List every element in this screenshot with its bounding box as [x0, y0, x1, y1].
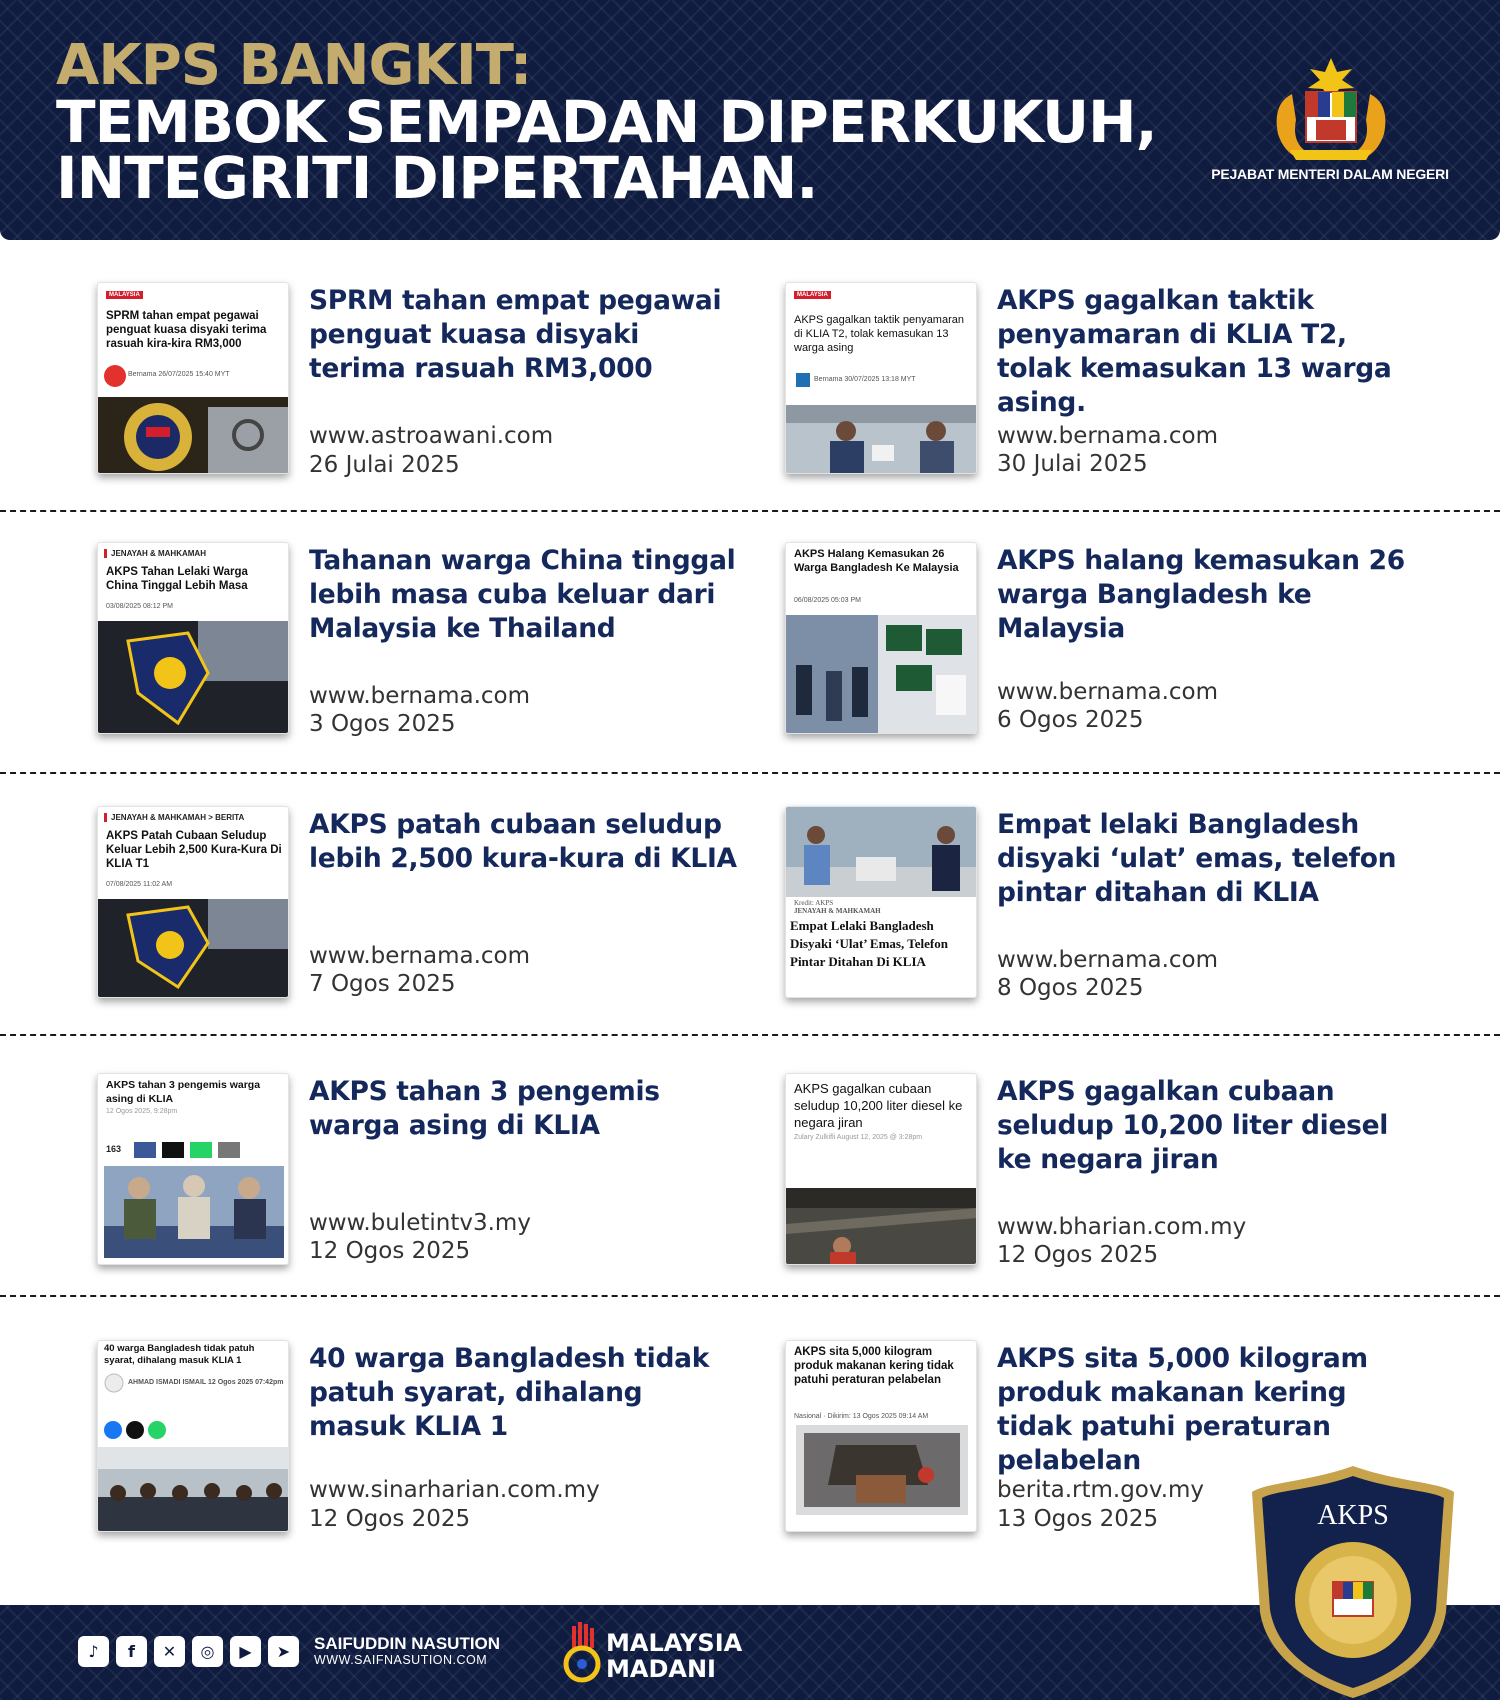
airport-arrest-photo [786, 807, 977, 897]
row-divider [0, 510, 1500, 512]
article-title[interactable]: 40 warga Bangladesh tidak patuh syarat, dihalang masuk KLIA 1 [309, 1343, 710, 1442]
thumbnail-meta: Nasional · Dikirim: 13 Ogos 2025 09:14 AM [794, 1413, 929, 1420]
youtube-icon[interactable]: ▶ [230, 1636, 261, 1667]
article-title[interactable]: Tahanan warga China tinggal lebih masa cuba keluar dari Malaysia ke Thailand [309, 545, 736, 644]
news-item[interactable] [785, 1073, 1465, 1283]
row-divider [0, 772, 1500, 774]
article-source[interactable]: www.sinarharian.com.my [309, 1477, 600, 1503]
thumbnail-headline: AKPS Tahan Lelaki Warga China Tinggal Lebih Masa [106, 566, 248, 592]
article-thumbnail[interactable] [785, 1073, 977, 1265]
thumbnail-headline: AKPS Halang Kemasukan 26 Warga Bangladesh Ke Malaysia [794, 548, 959, 574]
article-date: 12 Ogos 2025 [309, 1506, 471, 1532]
thumbnail-headline: AKPS sita 5,000 kilogram produk makanan kering tidak patuhi peraturan pelabelan [794, 1346, 954, 1386]
thumbnail-section-tag: JENAYAH & MAHKAMAH [104, 549, 206, 558]
malaysia-crest-icon [1262, 54, 1400, 166]
news-item[interactable] [97, 542, 777, 752]
facebook-icon[interactable] [134, 1142, 156, 1158]
article-date: 7 Ogos 2025 [309, 971, 456, 997]
article-title[interactable]: AKPS gagalkan cubaan seludup 10,200 liter diesel ke negara jiran [997, 1076, 1389, 1175]
thumbnail-headline: AKPS gagalkan cubaan seludup 10,200 liter diesel ke negara jiran [794, 1081, 963, 1130]
madani-line-1: MALAYSIA [606, 1629, 743, 1657]
thumbnail-meta: Bernama 30/07/2025 13:18 MYT [814, 376, 916, 383]
facebook-icon[interactable]: f [116, 1636, 147, 1667]
x-icon[interactable]: ✕ [154, 1636, 185, 1667]
article-thumbnail[interactable] [97, 806, 289, 998]
headline-line-3: INTEGRITI DIPERTAHAN. [56, 144, 818, 212]
article-source[interactable]: berita.rtm.gov.my [997, 1477, 1205, 1503]
article-date: 3 Ogos 2025 [309, 711, 456, 737]
minister-website[interactable]: WWW.SAIFNASUTION.COM [314, 1653, 488, 1667]
article-date: 26 Julai 2025 [309, 452, 460, 478]
news-item[interactable] [785, 282, 1465, 492]
article-source[interactable]: www.bharian.com.my [997, 1214, 1247, 1240]
akps-shield-badge [1248, 1462, 1458, 1700]
article-thumbnail[interactable] [785, 542, 977, 734]
minister-name [314, 1636, 500, 1668]
news-item[interactable] [97, 282, 777, 492]
whatsapp-icon[interactable] [148, 1421, 166, 1439]
header-banner [0, 0, 1500, 240]
thumbnail-headline: AKPS tahan 3 pengemis warga asing di KLIA [106, 1079, 261, 1105]
telegram-icon[interactable]: ➤ [268, 1636, 299, 1667]
article-thumbnail[interactable] [97, 1073, 289, 1265]
article-title[interactable]: AKPS patah cubaan seludup lebih 2,500 kura-kura di KLIA [309, 809, 737, 874]
thumbnail-headline: SPRM tahan empat pegawai penguat kuasa disyaki terima rasuah kira-kira RM3,000 [106, 310, 267, 350]
sprm-badge-photo [98, 397, 289, 473]
news-item[interactable] [97, 806, 777, 1016]
news-item[interactable] [785, 542, 1465, 752]
thumbnail-meta: 03/08/2025 08:12 PM [106, 603, 173, 610]
headline [56, 33, 1157, 212]
avatar [104, 1373, 124, 1393]
tiktok-icon[interactable]: ♪ [78, 1636, 109, 1667]
seized-food-photo [796, 1425, 968, 1515]
article-thumbnail[interactable] [97, 1340, 289, 1532]
thumbnail-headline: AKPS Patah Cubaan Seludup Keluar Lebih 2,500 Kura-Kura Di KLIA T1 [106, 830, 282, 870]
minister-name-text: SAIFUDDIN NASUTION [314, 1634, 501, 1653]
thumbnail-meta: AHMAD ISMADI ISMAIL 12 Ogos 2025 07:42pm [128, 1379, 284, 1386]
malaysia-madani-wordmark [606, 1630, 742, 1682]
article-source[interactable]: www.bernama.com [309, 683, 531, 709]
facebook-icon[interactable] [104, 1421, 122, 1439]
thumbnail-meta: Kredit: AKPS [794, 899, 834, 907]
astro-awani-logo-icon [104, 365, 126, 387]
thumbnail-meta: Zulary Zulkifli August 12, 2025 @ 3:28pm [794, 1134, 923, 1141]
article-date: 12 Ogos 2025 [997, 1242, 1159, 1268]
article-thumbnail[interactable] [785, 806, 977, 998]
article-date: 13 Ogos 2025 [997, 1506, 1159, 1532]
whatsapp-icon[interactable] [190, 1142, 212, 1158]
thumbnail-meta: 06/08/2025 05:03 PM [794, 597, 861, 604]
akps-patch-photo [98, 621, 289, 733]
passport-seizure-photo [786, 615, 977, 733]
thumbnail-headline: AKPS gagalkan taktik penyamaran di KLIA T2, tolak kemasukan 13 warga asing [794, 314, 964, 354]
article-title[interactable]: SPRM tahan empat pegawai penguat kuasa disyaki terima rasuah RM3,000 [309, 285, 722, 384]
article-date: 8 Ogos 2025 [997, 975, 1144, 1001]
article-thumbnail[interactable] [97, 282, 289, 474]
akps-patch-photo [98, 899, 289, 997]
headline-line-1: AKPS BANGKIT: [56, 33, 532, 98]
article-source[interactable]: www.bernama.com [997, 679, 1219, 705]
ministry-office-label: PEJABAT MENTERI DALAM NEGERI [1211, 166, 1449, 182]
instagram-icon[interactable]: ◎ [192, 1636, 223, 1667]
social-links [78, 1636, 299, 1667]
beggars-photo [104, 1166, 284, 1258]
article-title[interactable]: AKPS tahan 3 pengemis warga asing di KLIA [309, 1076, 660, 1141]
article-source[interactable]: www.bernama.com [309, 943, 531, 969]
thumbnail-headline: Empat Lelaki Bangladesh Disyaki ‘Ulat’ Emas, Telefon Pintar Ditahan Di KLIA [790, 918, 948, 969]
thumbnail-section-tag: MALAYSIA [106, 291, 143, 299]
article-source[interactable]: www.buletintv3.my [309, 1210, 531, 1236]
article-date: 30 Julai 2025 [997, 451, 1148, 477]
article-thumbnail[interactable] [97, 542, 289, 734]
x-icon[interactable] [126, 1421, 144, 1439]
article-source[interactable]: www.bernama.com [997, 947, 1219, 973]
email-icon[interactable] [218, 1142, 240, 1158]
article-source[interactable]: www.astroawani.com [309, 423, 554, 449]
x-icon[interactable] [162, 1142, 184, 1158]
airport-crowd-photo [98, 1447, 289, 1531]
article-thumbnail[interactable] [785, 1340, 977, 1532]
article-thumbnail[interactable] [785, 282, 977, 474]
thumbnail-meta: 12 Ogos 2025, 9:28pm [106, 1108, 178, 1115]
thumbnail-section-tag: JENAYAH & MAHKAMAH [794, 907, 881, 915]
article-title[interactable]: AKPS gagalkan taktik penyamaran di KLIA T2, tolak kemasukan 13 warga asing. [997, 285, 1392, 418]
share-buttons [104, 1421, 166, 1439]
share-count: 163 [106, 1144, 122, 1154]
thumbnail-meta: Bernama 26/07/2025 15:40 MYT [128, 371, 230, 378]
airport-passengers-photo [786, 405, 977, 473]
diesel-tank-photo [786, 1188, 977, 1264]
thumbnail-headline: 40 warga Bangladesh tidak patuh syarat, dihalang masuk KLIA 1 [104, 1343, 255, 1366]
thumbnail-meta: 07/08/2025 11:02 AM [106, 881, 173, 888]
badge-label: AKPS [1317, 1500, 1389, 1531]
thumbnail-section-tag: MALAYSIA [794, 291, 831, 299]
news-item[interactable] [785, 806, 1465, 1016]
row-divider [0, 1034, 1500, 1036]
article-title[interactable]: AKPS sita 5,000 kilogram produk makanan kering tidak patuhi peraturan pelabelan [997, 1343, 1368, 1476]
article-date: 12 Ogos 2025 [309, 1238, 471, 1264]
malaysia-madani-logo-icon [560, 1622, 608, 1684]
news-item[interactable] [97, 1073, 777, 1283]
row-divider [0, 1295, 1500, 1297]
news-item[interactable] [97, 1340, 777, 1550]
thumbnail-section-tag: JENAYAH & MAHKAMAH > BERITA [104, 813, 244, 822]
article-title[interactable]: AKPS halang kemasukan 26 warga Bangladesh ke Malaysia [997, 545, 1405, 644]
article-source[interactable]: www.bernama.com [997, 423, 1219, 449]
share-buttons [134, 1142, 240, 1158]
article-date: 6 Ogos 2025 [997, 707, 1144, 733]
headline-line-2: TEMBOK SEMPADAN DIPERKUKUH, [56, 88, 1157, 156]
article-title[interactable]: Empat lelaki Bangladesh disyaki ‘ulat’ emas, telefon pintar ditahan di KLIA [997, 809, 1397, 908]
bernama-logo-icon [796, 373, 810, 387]
madani-line-2: MADANI [606, 1655, 716, 1683]
